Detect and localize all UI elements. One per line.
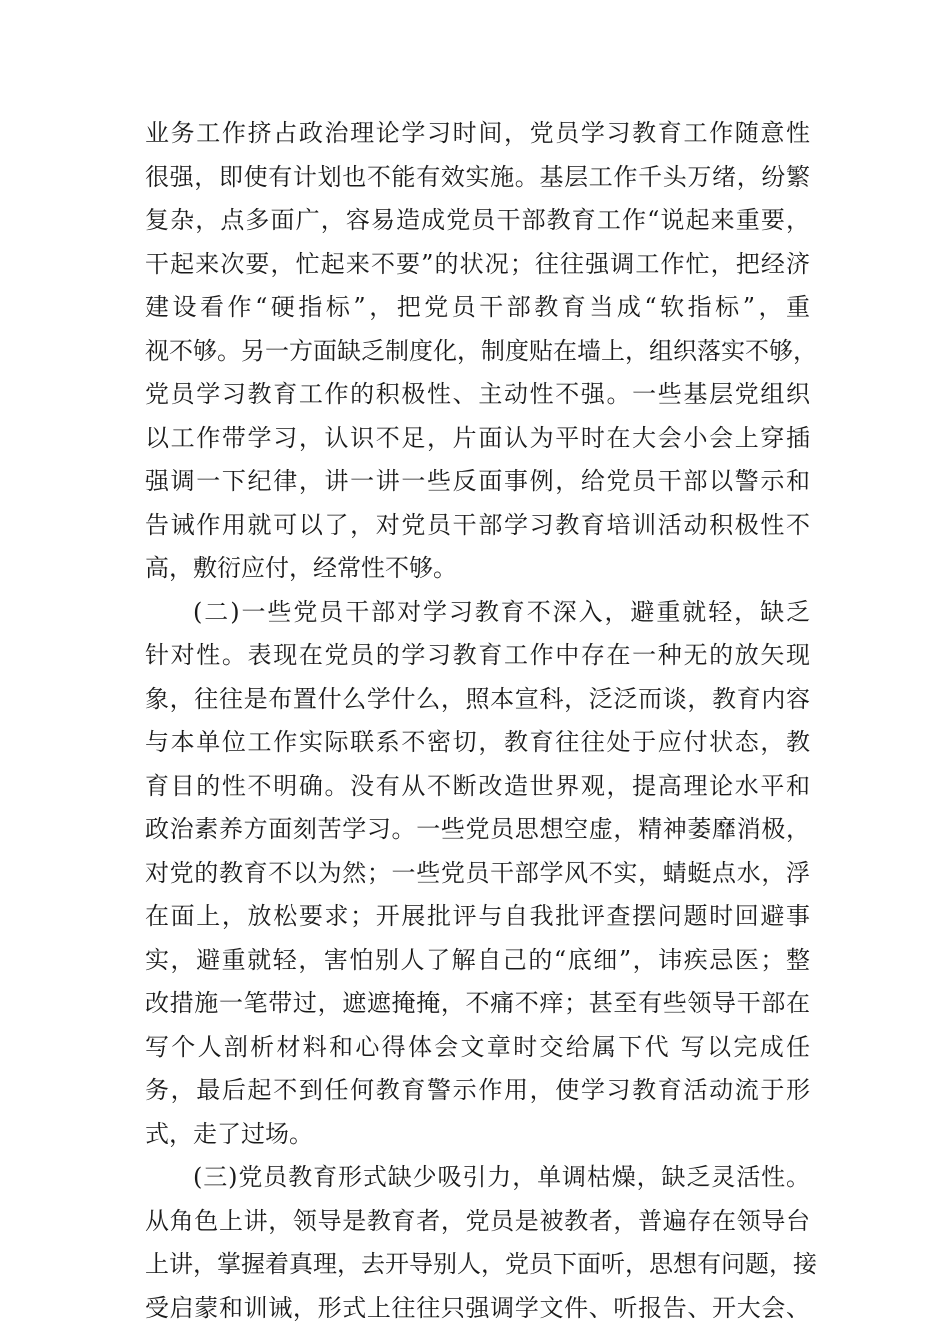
body-text [145,112,817,1330]
text-line: 告诫作用就可以了，对党员干部学习教育培训活动积极性不 [145,510,810,539]
text-line: 强调一下纪律，讲一讲一些反面事例，给党员干部以警示和 [145,467,810,495]
text-line: 式，走了过场。 [145,1119,313,1148]
text-line: 复杂，点多面广，容易造成党员干部教育工作“说起来重要， [145,206,810,234]
text-line: 以工作带学习，认识不足，片面认为平时在大会小会上穿插 [145,423,810,452]
text-line: 受启蒙和训诫，形式上往往只强调学文件、听报告、开大会、 [145,1293,810,1322]
text-line: 上讲，掌握着真理，去开导别人，党员下面听，思想有问题，接 [145,1250,817,1278]
text-line: 象，往往是布置什么学什么，照本宣科，泛泛而谈，教育内容 [145,684,810,713]
text-line: 针对性。表现在党员的学习教育工作中存在一种无的放矢现 [145,641,810,669]
text-line: 改措施一笔带过，遮遮掩掩，不痛不痒；甚至有些领导干部在 [145,989,810,1017]
text-line: 从角色上讲，领导是教育者，党员是被教者，普遍存在领导台 [145,1206,810,1235]
paragraph-heading-3: (三)党员教育形式缺少吸引力，单调枯燥，缺乏灵活性。 [193,1163,810,1191]
text-line: 务，最后起不到任何教育警示作用，使学习教育活动流于形 [145,1076,810,1104]
text-line: 高，敷衍应付，经常性不够。 [145,554,457,582]
text-line: 与本单位工作实际联系不密切，教育往往处于应付状态，教 [145,728,810,756]
text-line: 建设看作“硬指标”，把党员干部教育当成“软指标”，重 [145,293,810,321]
text-line: 视不够。另一方面缺乏制度化，制度贴在墙上，组织落实不够， [145,336,817,365]
text-line: 干起来次要，忙起来不要”的状况；往往强调工作忙，把经济 [145,249,810,278]
text-line: 很强，即使有计划也不能有效实施。基层工作千头万绪，纷繁 [145,162,810,191]
text-line: 实，避重就轻，害怕别人了解自己的“底细”，讳疾忌医；整 [145,945,810,974]
paragraph-heading-2: (二)一些党员干部对学习教育不深入，避重就轻，缺乏 [193,597,810,626]
text-line: 党员学习教育工作的积极性、主动性不强。一些基层党组织 [145,380,810,408]
text-line: 业务工作挤占政治理论学习时间，党员学习教育工作随意性 [145,119,810,147]
text-line: 在面上，放松要求；开展批评与自我批评查摆问题时回避事 [145,902,810,930]
text-line: 育目的性不明确。没有从不断改造世界观，提高理论水平和 [145,771,810,800]
text-line: 写个人剖析材料和心得体会文章时交给属下代 写以完成任 [145,1032,810,1061]
text-line: 对党的教育不以为然；一些党员干部学风不实，蜻蜓点水，浮 [145,858,810,887]
text-line: 政治素养方面刻苦学习。一些党员思想空虚，精神萎靡消极， [145,815,810,843]
